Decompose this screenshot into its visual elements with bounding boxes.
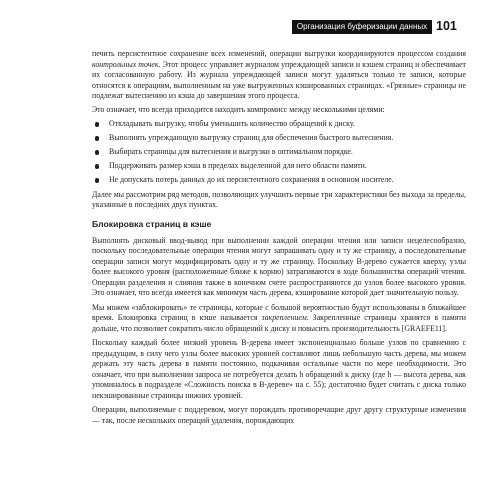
- page-number: 101: [436, 19, 457, 33]
- paragraph-text: печить персистентное сохранение всех изменений, операции выгрузки координируются процессом создания: [92, 49, 466, 58]
- list-item-text: Откладывать выгрузку, чтобы уменьшить количество обращений к диску.: [109, 119, 355, 128]
- list-item: [92, 119, 466, 130]
- paragraph-text: Мы можем «заблокировать» те страницы, которые с большой вероятностью будут использованы в ближайшее время. Блокировка страниц в кэше называется: [92, 302, 466, 322]
- emphasis-term: контрольных точек: [92, 59, 159, 69]
- list-item: [92, 147, 466, 158]
- paragraph-subtree-ops: Операции, выполняемые с поддеревом, могут порождать противоречащие друг другу структурные изменения — так, после нескольких операций удаления, порождающих: [92, 405, 466, 425]
- paragraph-text: . Этот процесс управляет журналом упреждающей записи и кэшем страниц и обеспечивает их согласованную работу. Из журнала упреждающей записи могут удаляться только те записи, которые относятся к операциям, выполненным на уже выгруженных кэшированных страницах. «Грязные» страницы не подлежат вытеснению из кэша до завершения этого процесса.: [92, 59, 466, 100]
- bullet-icon: [95, 150, 99, 154]
- running-header-title: Организация буферизации данных: [292, 20, 432, 34]
- bullet-icon: [95, 178, 99, 182]
- paragraph-disk-io: Выполнять дисковый ввод-вывод при выполнении каждой операции чтения или записи нецелесообразно, поскольку последовательные операции чтения могут запрашивать одну и ту же страницу, а последовательные операции записи могут модифицировать одну и ту же страницу. Поскольку B-дерево сужается кверху, узлы более высокого уровня (расположенные ближе к корню) затрагиваются в ходе большинства операций чтения. Операции разделения и слияния также в конечном счете распространяются до узлов более высокого уровня. Это означает, что всегда имеется как минимум часть дерева, кэширование которой дает значительную пользу.: [92, 235, 466, 297]
- section-heading: Блокировка страниц в кэше: [92, 218, 212, 229]
- paragraph-tree-levels: Поскольку каждый более низкий уровень B-дерева имеет экспоненциально больше узлов по сравнению с предыдущим, в силу чего узлы более высоких уровней составляют лишь небольшую часть дерева, мы можем держать эту часть дерева в памяти постоянно, подкачивая остальные части по мере необходимости. Это означает, что при выполнении запроса не потребуется делать h обращений к диску (где h — высота дерева, как упоминалось в подразделе «Сложность поиска в B-дереве» на с. 55); достаточно будет считать с диска только некэшированные страницы нижних уровней.: [92, 338, 466, 400]
- list-item-text: Выполнять упреждающую выгрузку страниц для обеспечения быстрого вытеснения.: [109, 133, 394, 142]
- emphasis-term: закреплением: [261, 313, 307, 322]
- list-item: [92, 161, 466, 172]
- paragraph-tradeoffs: Это означает, что всегда приходится находить компромисс между несколькими целями:: [92, 104, 385, 114]
- list-item-text: Поддерживать размер кэша в пределах выделенной для него области памяти.: [109, 161, 367, 170]
- bullet-icon: [95, 122, 99, 126]
- paragraph-checkpoints: [92, 49, 466, 102]
- paragraph-methods: Далее мы рассмотрим ряд методов, позволяющих улучшить первые три характеристики без выхода за пределы, указанные в последних двух пунктах.: [92, 189, 466, 209]
- body-text: [92, 49, 466, 430]
- paragraph-text: . Закрепленные страницы хранятся в памяти дольше, что позволяет сократить число обращений к диску и повысить производительность [GRAEFE11].: [92, 313, 466, 333]
- list-item: [92, 175, 466, 186]
- list-item-text: Не допускать потерь данных до их персистентного сохранения в основном носителе.: [109, 175, 394, 184]
- list-item-text: Выбирать страницы для вытеснения и выгрузки в оптимальном порядке.: [109, 147, 353, 156]
- paragraph-pinning: [92, 303, 466, 335]
- bullet-icon: [95, 136, 99, 140]
- goals-list: [92, 119, 466, 186]
- list-item: [92, 133, 466, 144]
- bullet-icon: [95, 164, 99, 168]
